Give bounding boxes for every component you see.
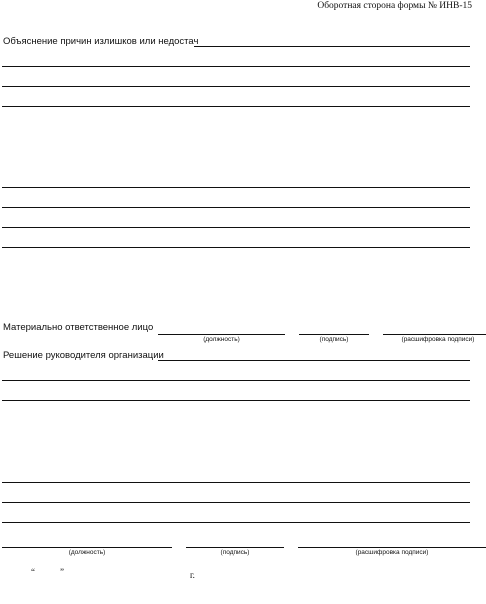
decision-line-4[interactable] <box>2 482 470 483</box>
explanation-line-6[interactable] <box>2 207 470 208</box>
responsible-decoding-caption: (расшифровка подписи) <box>401 336 475 343</box>
decision-line-3[interactable] <box>2 400 470 401</box>
responsible-label: Материально ответственное лицо <box>3 322 154 333</box>
bottom-position-caption: (должность) <box>68 549 106 556</box>
responsible-signature-line[interactable] <box>299 334 369 335</box>
decision-line-6[interactable] <box>2 522 470 523</box>
responsible-position-line[interactable] <box>158 334 285 335</box>
date-day-field[interactable] <box>38 578 58 579</box>
bottom-decoding-caption: (расшифровка подписи) <box>355 549 429 556</box>
responsible-decoding-line[interactable] <box>383 334 486 335</box>
decision-label: Решение руководителя организации <box>3 350 164 361</box>
bottom-decoding-line[interactable] <box>298 547 486 548</box>
date-year-suffix: г. <box>190 570 195 580</box>
responsible-position-caption: (должность) <box>203 336 240 343</box>
form-title: Оборотная сторона формы № ИНВ-15 <box>317 1 472 11</box>
bottom-signature-caption: (подпись) <box>220 549 250 556</box>
explanation-line-2[interactable] <box>2 66 470 67</box>
explanation-line-5[interactable] <box>2 187 470 188</box>
decision-line-1[interactable] <box>158 360 470 361</box>
date-quote-close: ” <box>60 567 64 577</box>
explanation-line-3[interactable] <box>2 86 470 87</box>
bottom-signature-line[interactable] <box>186 547 284 548</box>
explanation-line-8[interactable] <box>2 247 470 248</box>
date-month-year-field[interactable] <box>68 578 178 579</box>
explanation-line-7[interactable] <box>2 227 470 228</box>
bottom-position-line[interactable] <box>2 547 172 548</box>
explanation-line-4[interactable] <box>2 106 470 107</box>
explanation-label: Объяснение причин излишков или недостач <box>3 36 199 47</box>
responsible-signature-caption: (подпись) <box>319 336 349 343</box>
decision-line-2[interactable] <box>2 380 470 381</box>
explanation-line-1[interactable] <box>194 46 470 47</box>
date-quote-open: “ <box>31 567 35 577</box>
decision-line-5[interactable] <box>2 502 470 503</box>
